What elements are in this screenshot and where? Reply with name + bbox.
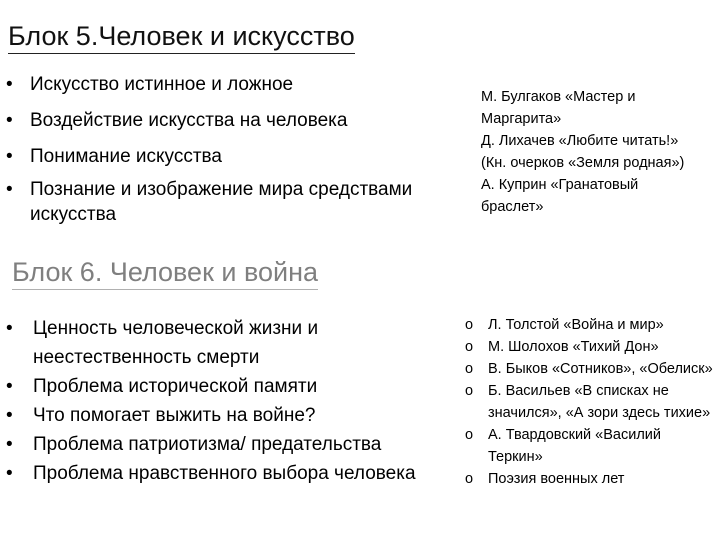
- list-item: [6, 144, 476, 169]
- reference-line: браслет»: [481, 199, 544, 215]
- list-item: [6, 372, 446, 401]
- reference-item: [465, 468, 715, 490]
- bullet-icon: •: [6, 376, 13, 397]
- bullet-icon: •: [6, 74, 13, 95]
- bullet-icon: •: [6, 463, 13, 484]
- list-item: [6, 314, 446, 372]
- topic-text: Понимание искусства: [30, 146, 222, 167]
- reference-text: Поэзия военных лет: [488, 471, 625, 487]
- reference-line: Маргарита»: [481, 111, 562, 127]
- reference-text: Б. Васильев «В списках не значился», «А зори здесь тихие»: [488, 383, 711, 421]
- reference-item: [465, 314, 715, 336]
- reference-item: [465, 336, 715, 358]
- reference-text: В. Быков «Сотников», «Обелиск»: [488, 361, 713, 377]
- bullet-icon: •: [6, 110, 13, 131]
- topic-text: Ценность человеческой жизни и неестественность смерти: [33, 318, 319, 368]
- bullet-icon: •: [6, 146, 13, 167]
- topic-text: Что помогает выжить на войне?: [33, 405, 316, 426]
- block6-topic-list: [6, 314, 446, 488]
- block5-title: Блок 5.Человек и искусство: [8, 20, 355, 54]
- reference-text: Л. Толстой «Война и мир»: [488, 317, 664, 333]
- reference-line: А. Куприн «Гранатовый: [481, 177, 639, 193]
- bullet-icon: •: [6, 405, 13, 426]
- list-item: [6, 459, 446, 488]
- list-item: [6, 401, 446, 430]
- topic-text: Проблема исторической памяти: [33, 376, 318, 397]
- block6-references: [465, 314, 715, 490]
- circle-bullet-icon: o: [465, 383, 474, 399]
- block5-topic-list: [6, 72, 476, 227]
- circle-bullet-icon: o: [465, 361, 474, 377]
- bullet-icon: •: [6, 179, 13, 200]
- circle-bullet-icon: o: [465, 317, 474, 333]
- reference-line: М. Булгаков «Мастер и: [481, 89, 636, 105]
- topic-text: Воздействие искусства на человека: [30, 110, 348, 131]
- reference-item: [465, 358, 715, 380]
- reference-line: (Кн. очерков «Земля родная»): [481, 155, 685, 171]
- topic-text: Познание и изображение мира средствами искусства: [30, 179, 413, 225]
- circle-bullet-icon: o: [465, 427, 474, 443]
- bullet-icon: •: [6, 434, 13, 455]
- list-item: [6, 108, 476, 133]
- reference-text: А. Твардовский «Василий Теркин»: [488, 427, 661, 465]
- list-item: [6, 72, 476, 97]
- block6-title: Блок 6. Человек и война: [12, 256, 318, 290]
- reference-item: [465, 380, 715, 424]
- bullet-icon: •: [6, 318, 13, 339]
- topic-text: Проблема нравственного выбора человека: [33, 463, 416, 484]
- circle-bullet-icon: o: [465, 339, 474, 355]
- block5-references: [481, 86, 719, 218]
- reference-item: [465, 424, 715, 468]
- topic-text: Искусство истинное и ложное: [30, 74, 294, 95]
- reference-line: Д. Лихачев «Любите читать!»: [481, 133, 679, 149]
- topic-text: Проблема патриотизма/ предательства: [33, 434, 382, 455]
- list-item: [6, 177, 476, 227]
- list-item: [6, 430, 446, 459]
- reference-text: М. Шолохов «Тихий Дон»: [488, 339, 659, 355]
- circle-bullet-icon: o: [465, 471, 474, 487]
